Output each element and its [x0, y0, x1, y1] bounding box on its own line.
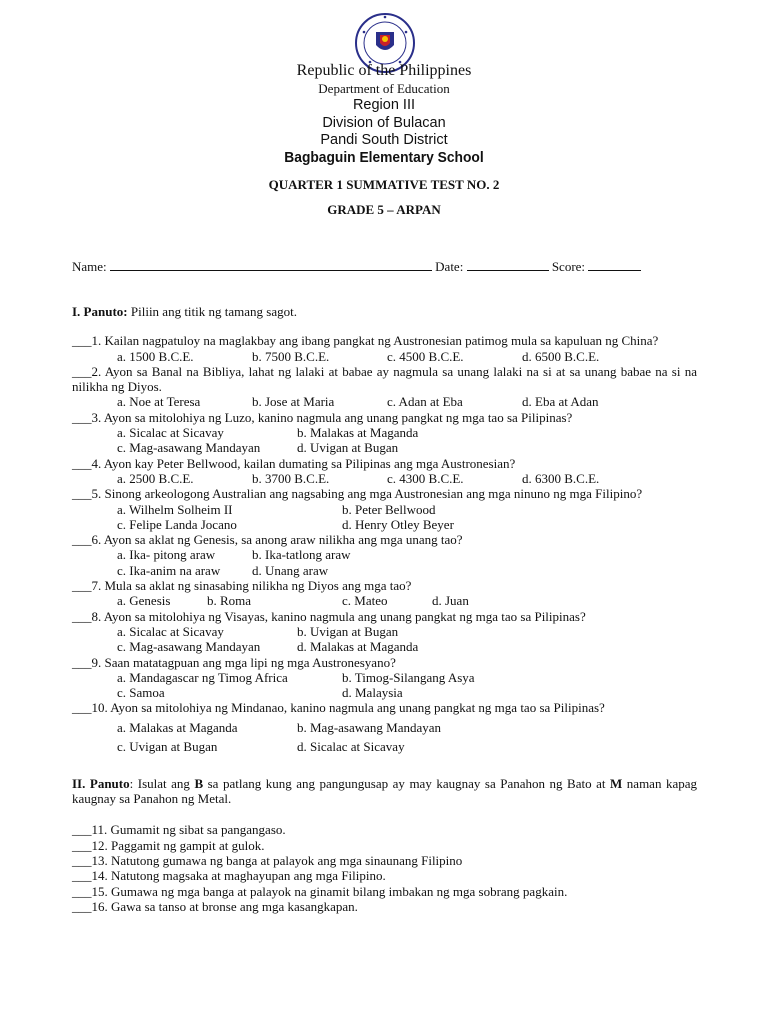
question-5: ___5. Sinong arkeologong Australian ang nagsabing ang mga Austronesian ang mga ninuno ng mga Filipino? — [72, 486, 643, 502]
choice: b. Ika-tatlong araw — [252, 547, 351, 563]
choice: b. Uvigan at Bugan — [297, 623, 399, 639]
choice: a. Sicalac at Sicavay — [117, 425, 224, 441]
question-8-choices — [72, 624, 697, 655]
choice: b. Mag-asawang Mandayan — [297, 719, 442, 735]
choice: c. Mag-asawang Mandayan — [117, 440, 261, 456]
choice: b. 7500 B.C.E. — [252, 348, 330, 364]
choice: a. 1500 B.C.E. — [117, 348, 194, 364]
section-2-text-c: naman kapag kaugnay sa Panahon ng Metal. — [72, 775, 698, 807]
choice: d. Eba at Adan — [522, 394, 599, 410]
choice: b. 3700 B.C.E. — [252, 470, 330, 486]
letter-b: B — [194, 775, 204, 791]
section-2-text-a: : Isulat ang — [129, 775, 195, 791]
question-3-choices — [72, 425, 697, 456]
section-1-text: Piliin ang titik ng tamang sagot. — [127, 304, 297, 319]
choice: c. Mag-asawang Mandayan — [117, 639, 261, 655]
choice: d. Malakas at Maganda — [297, 639, 419, 655]
section-2-items — [72, 822, 697, 914]
choice: a. Wilhelm Solheim II — [117, 501, 233, 517]
republic-heading: Republic of the Philippines — [296, 62, 472, 79]
choice: a. Ika- pitong araw — [117, 547, 216, 563]
choice: a. Sicalac at Sicavay — [117, 623, 224, 639]
list-item: ___15. Gumawa ng mga banga at palayok na ginamit bilang imbakan ng mga sobrang pagkain. — [72, 883, 568, 899]
choice: c. Mateo — [342, 593, 388, 609]
choice: a. Genesis — [117, 593, 171, 609]
question-2-choices — [72, 394, 697, 409]
date-label: Date: — [435, 259, 464, 274]
question-1-choices — [72, 349, 697, 364]
section-2-text-b: sa patlang kung ang pangungusap ay may kaugnay sa Panahon ng Bato at — [203, 775, 610, 791]
question-9-choices — [72, 670, 697, 701]
question-3: ___3. Ayon sa mitolohiya ng Luzo, kanino nagmula ang unang pangkat ng mga tao sa Pilipinas? — [72, 409, 573, 425]
list-item: ___13. Natutong gumawa ng banga at palayok ang mga sinaunang Filipino — [72, 852, 463, 868]
question-10: ___10. Ayon sa mitolohiya ng Mindanao, kanino nagmula ang unang pangkat ng mga tao sa Pilipinas? — [72, 700, 605, 716]
choice: c. 4300 B.C.E. — [387, 470, 464, 486]
score-label: Score: — [551, 259, 586, 274]
question-6-choices — [72, 547, 697, 578]
school-heading: Bagbaguin Elementary School — [284, 149, 484, 166]
choice: b. Roma — [207, 593, 252, 609]
choice: c. 4500 B.C.E. — [387, 348, 464, 364]
choice: b. Jose at Maria — [252, 394, 335, 410]
section-1-instruction — [72, 304, 697, 319]
choice: a. Noe at Teresa — [117, 394, 201, 410]
question-7-choices — [72, 593, 697, 608]
question-5-choices — [72, 502, 697, 533]
section-2-instruction — [72, 776, 697, 807]
name-label: Name: — [72, 259, 107, 274]
department-heading: Department of Education — [318, 81, 450, 96]
choice: d. Henry Otley Beyer — [342, 516, 454, 532]
district-heading: Pandi South District — [320, 132, 448, 148]
question-4-choices — [72, 471, 697, 486]
question-6: ___6. Ayon sa aklat ng Genesis, sa anong araw nilikha ang mga unang tao? — [72, 532, 463, 548]
choice: d. Unang araw — [252, 562, 329, 578]
letter-m: M — [610, 775, 623, 791]
choice: b. Peter Bellwood — [342, 501, 436, 517]
region-heading: Region III — [352, 97, 416, 113]
choice: c. Samoa — [117, 685, 165, 701]
choice: b. Malakas at Maganda — [297, 425, 419, 441]
choice: d. Sicalac at Sicavay — [297, 738, 405, 754]
section-2-label: II. Panuto — [72, 775, 130, 791]
choice: d. 6300 B.C.E. — [522, 470, 600, 486]
section-1-label: I. Panuto: — [72, 304, 128, 319]
choice: d. Juan — [432, 593, 469, 609]
question-4: ___4. Ayon kay Peter Bellwood, kailan dumating sa Pilipinas ang mga Austronesian? — [72, 455, 516, 471]
question-1: ___1. Kailan nagpatuloy na maglakbay ang ibang pangkat ng Austronesian patimog mula sa kapuluan ng China? — [72, 333, 659, 349]
choice: c. Felipe Landa Jocano — [117, 516, 237, 532]
choice: c. Ika-anim na araw — [117, 562, 221, 578]
question-7: ___7. Mula sa aklat ng sinasabing nilikha ng Diyos ang mga tao? — [72, 578, 412, 594]
list-item: ___16. Gawa sa tanso at bronse ang mga kasangkapan. — [72, 898, 358, 914]
score-blank[interactable] — [588, 258, 641, 271]
choice: c. Uvigan at Bugan — [117, 738, 218, 754]
choice: a. 2500 B.C.E. — [117, 470, 194, 486]
list-item: ___11. Gumamit ng sibat sa pangangaso. — [72, 822, 286, 838]
choice: d. Malaysia — [342, 685, 403, 701]
choice: a. Mandagascar ng Timog Africa — [117, 669, 288, 685]
division-heading: Division of Bulacan — [322, 115, 446, 131]
question-2: ___2. Ayon sa Banal na Bibliya, lahat ng lalaki at babae ay nagmula sa unang lalaki na si at sa unang babae na si na nilikha ng Diyos. — [72, 363, 697, 395]
name-blank[interactable] — [110, 258, 432, 271]
list-item: ___14. Natutong magsaka at maghayupan ang mga Filipino. — [72, 868, 386, 884]
date-blank[interactable] — [467, 258, 549, 271]
choice: d. Uvigan at Bugan — [297, 440, 399, 456]
choice: a. Malakas at Maganda — [117, 719, 238, 735]
choice: b. Timog-Silangang Asya — [342, 669, 475, 685]
choice: d. 6500 B.C.E. — [522, 348, 600, 364]
grade-subject: GRADE 5 – ARPAN — [327, 202, 441, 217]
test-title: QUARTER 1 SUMMATIVE TEST NO. 2 — [268, 177, 500, 192]
question-9: ___9. Saan matatagpuan ang mga lipi ng mga Austronesyano? — [72, 654, 396, 670]
question-8: ___8. Ayon sa mitolohiya ng Visayas, kanino nagmula ang unang pangkat ng mga tao sa Pilipinas? — [72, 608, 586, 624]
student-info-line — [72, 258, 641, 275]
list-item: ___12. Paggamit ng gampit at gulok. — [72, 837, 265, 853]
choice: c. Adan at Eba — [387, 394, 463, 410]
test-body — [72, 304, 697, 914]
question-10-choices — [72, 718, 697, 756]
